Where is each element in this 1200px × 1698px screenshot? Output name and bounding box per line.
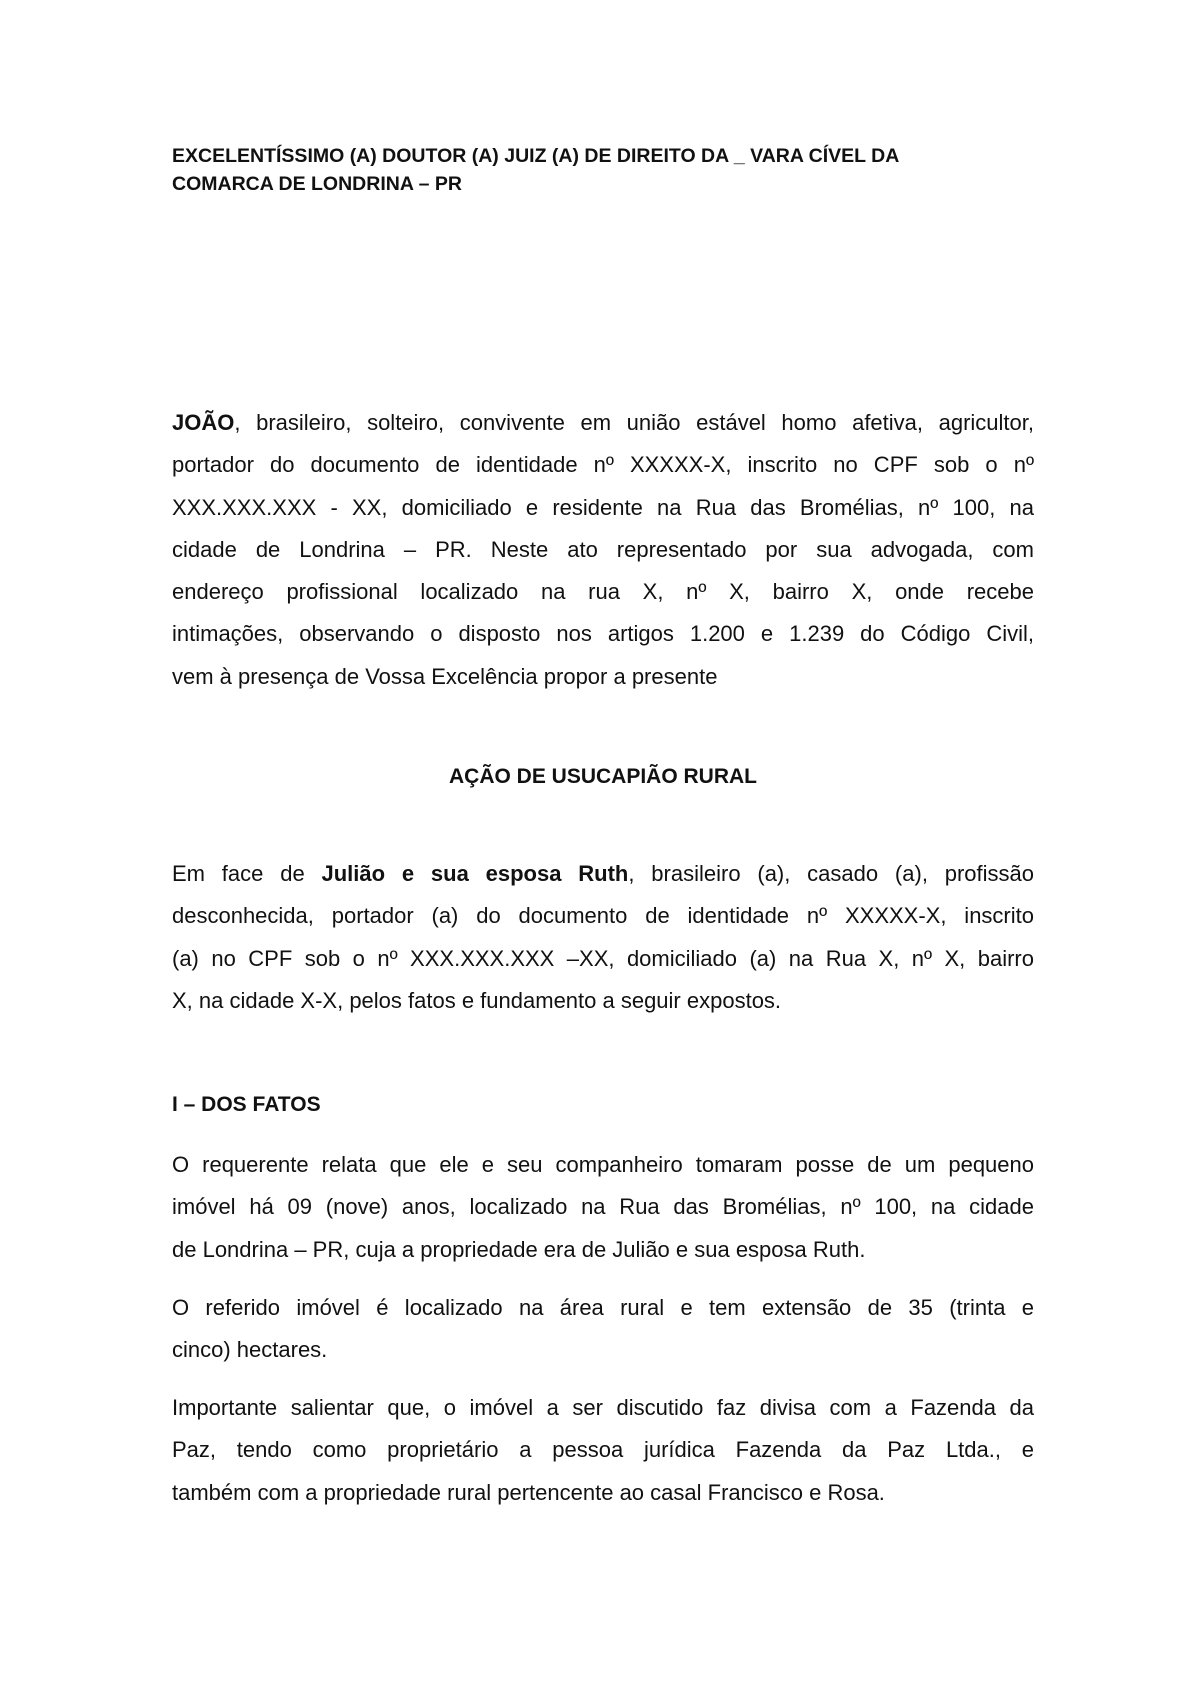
defendants-line-1-rest: , brasileiro (a), casado (a), profissão xyxy=(628,861,1035,886)
header-line-1: EXCELENTÍSSIMO (A) DOUTOR (A) JUIZ (A) DE DIREITO DA _ VARA CÍVEL DA xyxy=(172,145,900,167)
facts-paragraph-3 xyxy=(172,1387,1034,1514)
defendants-prefix: Em face de xyxy=(172,861,322,886)
intro-line-1: , brasileiro, solteiro, convivente em união estável homo afetiva, agricultor, xyxy=(234,410,1034,435)
intro-line-4: cidade de Londrina – PR. Neste ato representado por sua advogada, com xyxy=(172,536,1034,562)
facts-p2-line-2: cinco) hectares. xyxy=(172,1337,328,1363)
facts-p3-line-3: também com a propriedade rural pertencente ao casal Francisco e Rosa. xyxy=(172,1479,885,1505)
document-page xyxy=(172,0,1034,1698)
intro-line-6: intimações, observando o disposto nos artigos 1.200 e 1.239 do Código Civil, xyxy=(172,621,1034,647)
defendants-line-3: (a) no CPF sob o nº XXX.XXX.XXX –XX, domiciliado (a) na Rua X, nº X, bairro xyxy=(172,945,1034,971)
facts-paragraph-1 xyxy=(172,1144,1034,1271)
action-title: AÇÃO DE USUCAPIÃO RURAL xyxy=(448,765,757,788)
defendants-paragraph xyxy=(172,853,1034,1022)
header-line-2: COMARCA DE LONDRINA – PR xyxy=(172,173,462,195)
court-address-header xyxy=(172,142,1034,198)
intro-line-7: vem à presença de Vossa Excelência propor a presente xyxy=(172,663,718,689)
facts-paragraph-2 xyxy=(172,1287,1034,1372)
section-heading-facts: I – DOS FATOS xyxy=(172,1093,321,1116)
facts-p3-line-1: Importante salientar que, o imóvel a ser discutido faz divisa com a Fazenda da xyxy=(172,1395,1034,1420)
defendants-names: Julião e sua esposa Ruth xyxy=(321,861,629,886)
intro-line-3: XXX.XXX.XXX - XX, domiciliado e residente na Rua das Bromélias, nº 100, na xyxy=(172,494,1034,520)
facts-p2-line-1: O referido imóvel é localizado na área rural e tem extensão de 35 (trinta e xyxy=(172,1295,1034,1320)
facts-p1-line-1: O requerente relata que ele e seu companheiro tomaram posse de um pequeno xyxy=(172,1152,1034,1177)
facts-p1-line-3: de Londrina – PR, cuja a propriedade era de Julião e sua esposa Ruth. xyxy=(172,1236,866,1262)
defendants-line-2: desconhecida, portador (a) do documento de identidade nº XXXXX-X, inscrito xyxy=(172,903,1034,929)
defendants-line-4: X, na cidade X-X, pelos fatos e fundamento a seguir expostos. xyxy=(172,987,782,1013)
intro-line-2: portador do documento de identidade nº XXXXX-X, inscrito no CPF sob o nº xyxy=(172,452,1034,478)
facts-p1-line-2: imóvel há 09 (nove) anos, localizado na Rua das Bromélias, nº 100, na cidade xyxy=(172,1194,1034,1220)
plaintiff-name: JOÃO xyxy=(172,410,235,435)
facts-p3-line-2: Paz, tendo como proprietário a pessoa jurídica Fazenda da Paz Ltda., e xyxy=(172,1437,1034,1463)
plaintiff-qualification-paragraph xyxy=(172,402,1034,698)
intro-line-5: endereço profissional localizado na rua X, nº X, bairro X, onde recebe xyxy=(172,579,1034,605)
